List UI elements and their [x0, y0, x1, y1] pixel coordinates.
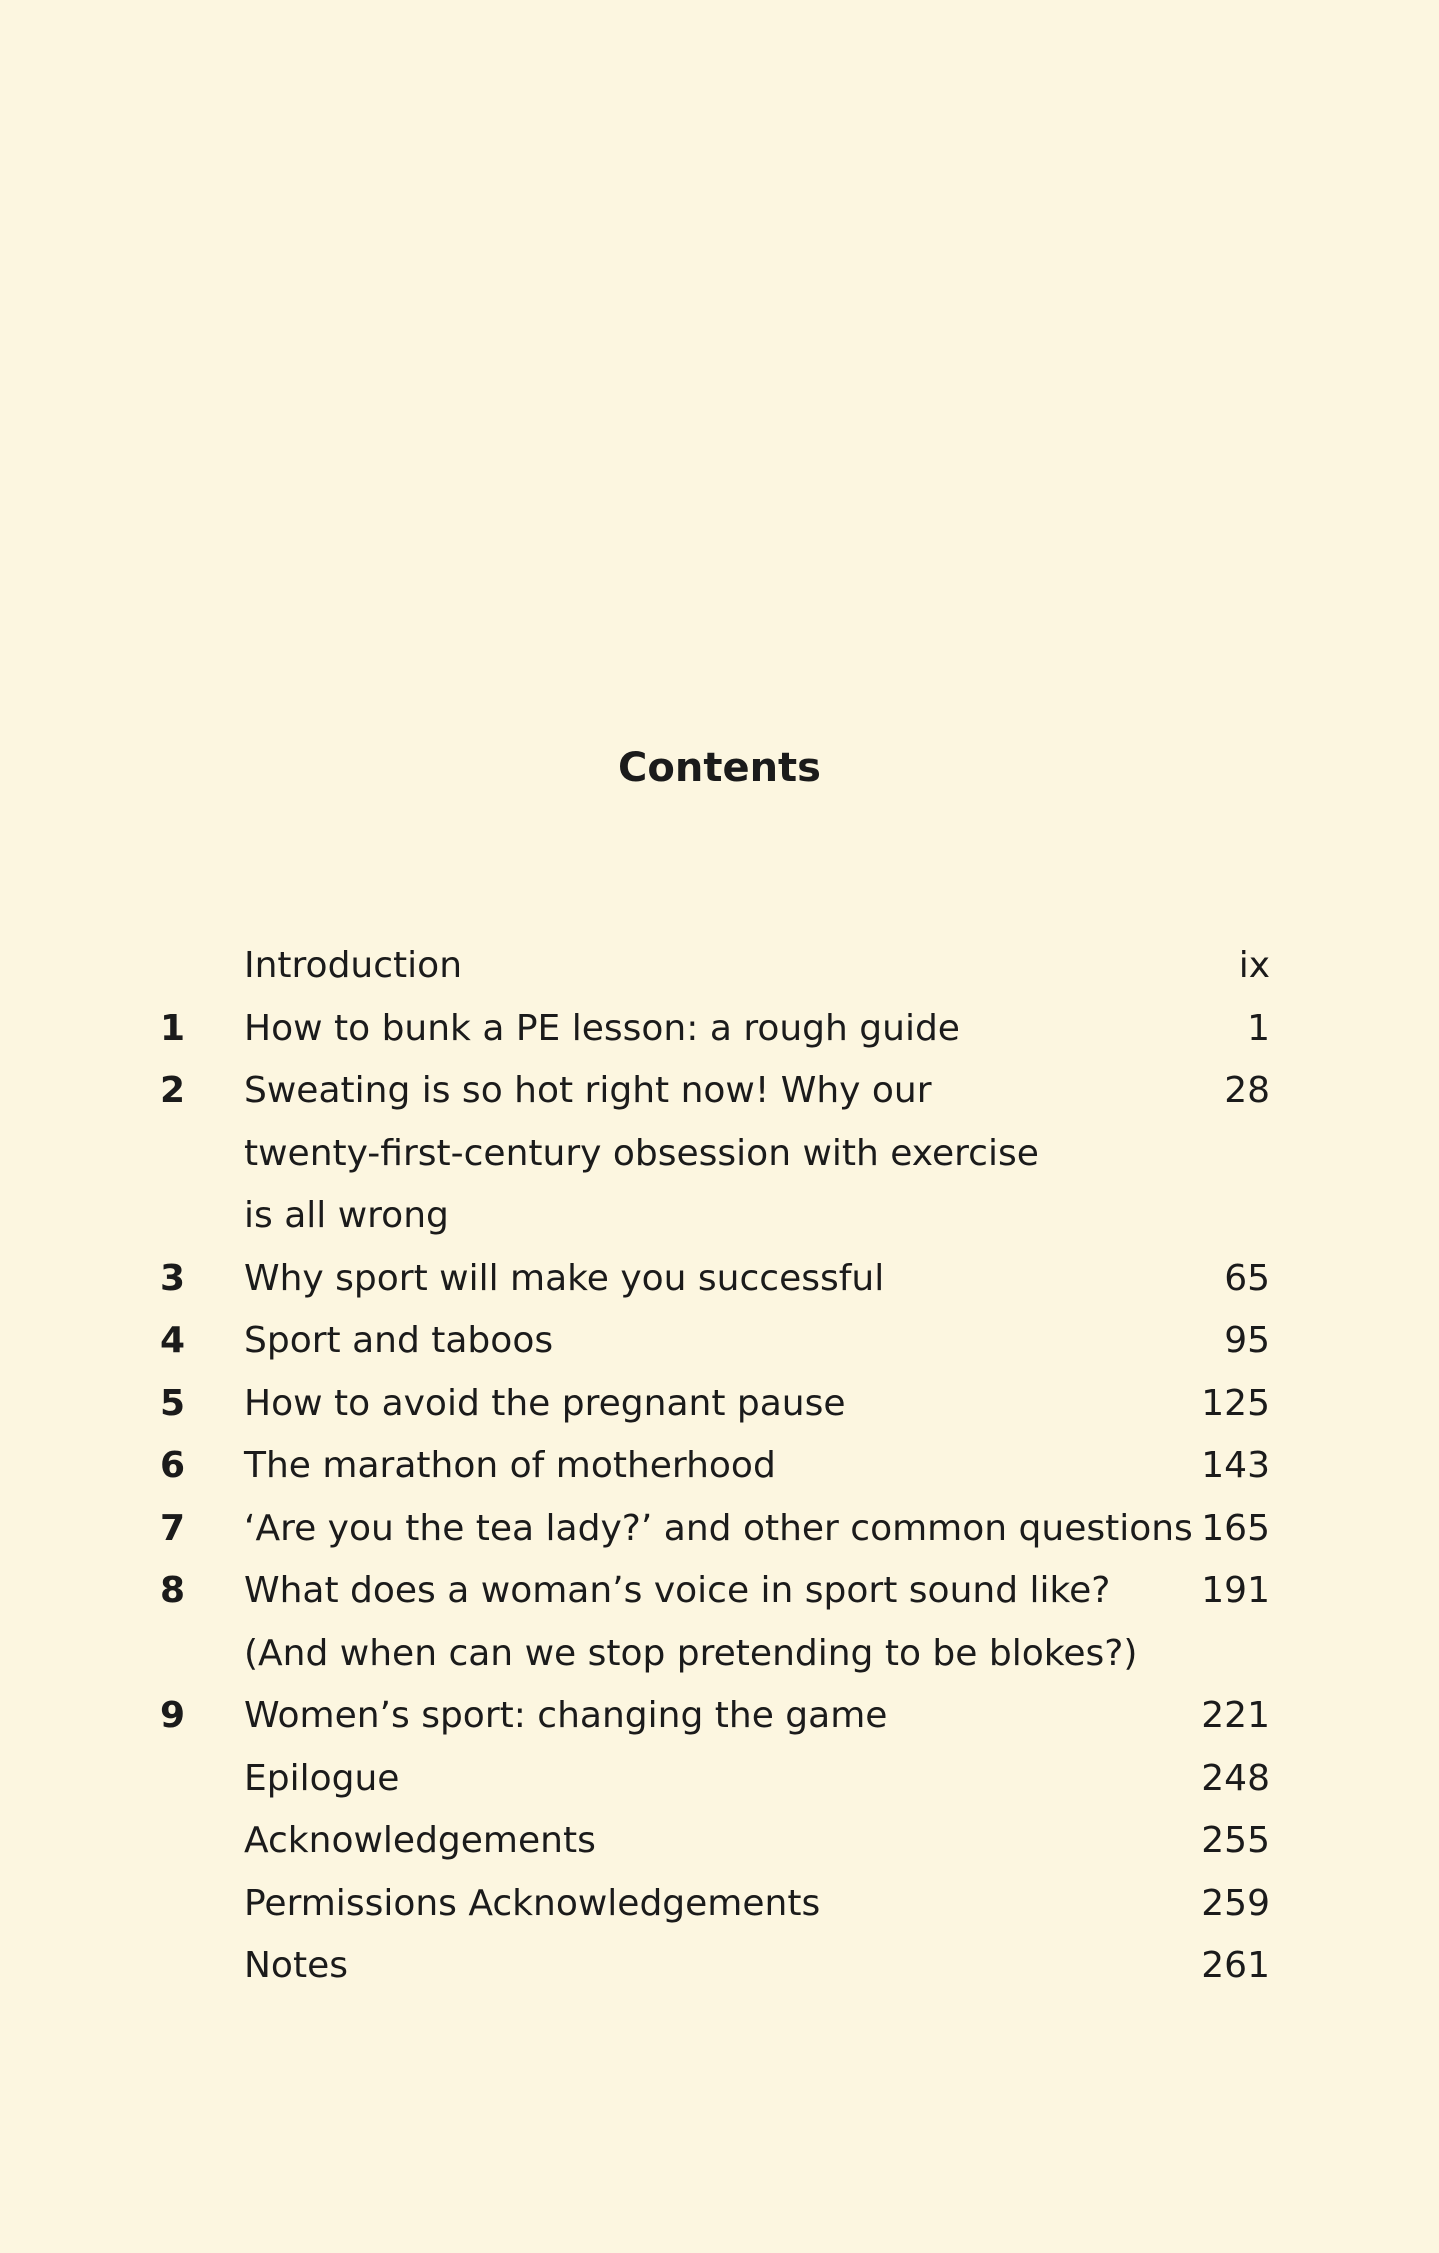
page-number: 1 [1247, 1007, 1270, 1049]
entry-title [244, 935, 1130, 998]
entry-title-line: How to avoid the pregnant pause [244, 1382, 846, 1424]
entry-title-line: How to bunk a PE lesson: a rough guide [244, 1007, 960, 1049]
toc-entry [160, 1498, 1270, 1561]
toc-entry [160, 1560, 1270, 1685]
contents-heading: Contents [618, 745, 821, 791]
toc-entry [160, 1060, 1270, 1248]
toc-entry [160, 1810, 1270, 1873]
entry-title-line: Permissions Acknowledgements [244, 1882, 821, 1924]
table-of-contents [160, 935, 1270, 1998]
chapter-number: 8 [160, 1570, 186, 1611]
entry-title-line: What does a woman’s voice in sport sound like? [244, 1570, 1111, 1611]
entry-title [244, 1810, 1130, 1873]
page-number: ix [1238, 945, 1270, 986]
toc-entry [160, 1373, 1270, 1436]
toc-entry [160, 998, 1270, 1061]
page-number: 259 [1201, 1882, 1270, 1924]
page-number: 125 [1201, 1382, 1270, 1424]
entry-title [244, 1248, 1130, 1311]
toc-entry [160, 1873, 1270, 1936]
entry-title-line: is all wrong [244, 1195, 449, 1236]
chapter-number: 5 [160, 1382, 186, 1424]
entry-title-line: Introduction [244, 945, 463, 986]
entry-title [244, 1935, 1130, 1998]
chapter-number: 9 [160, 1695, 186, 1736]
chapter-number: 1 [160, 1007, 186, 1049]
entry-title [244, 1373, 1130, 1436]
entry-title [244, 1685, 1130, 1748]
toc-entry [160, 1435, 1270, 1498]
entry-title [244, 1873, 1130, 1936]
page-number: 221 [1201, 1695, 1270, 1736]
chapter-number: 7 [160, 1507, 186, 1549]
entry-title-line: Acknowledgements [244, 1820, 596, 1861]
page-number: 165 [1201, 1507, 1270, 1549]
entry-title-line: ‘Are you the tea lady?’ and other common questions [244, 1507, 1193, 1549]
entry-title [244, 1498, 1193, 1561]
entry-title-line: Epilogue [244, 1757, 400, 1799]
page-number: 28 [1224, 1070, 1270, 1111]
page-number: 191 [1201, 1570, 1270, 1611]
page-number: 65 [1224, 1257, 1270, 1299]
entry-title-line: The marathon of motherhood [244, 1445, 776, 1486]
toc-entry [160, 1248, 1270, 1311]
toc-entry [160, 935, 1270, 998]
entry-title [244, 1560, 1138, 1685]
entry-title-line: Notes [244, 1945, 348, 1986]
entry-title-line: Sweating is so hot right now! Why our [244, 1070, 932, 1111]
entry-title [244, 1748, 1130, 1811]
entry-title-line: (And when can we stop pretending to be blokes?) [244, 1632, 1138, 1674]
toc-entry [160, 1685, 1270, 1748]
entry-title-line: Why sport will make you successful [244, 1257, 885, 1299]
entry-title-line: Women’s sport: changing the game [244, 1695, 888, 1736]
page-number: 143 [1201, 1445, 1270, 1486]
chapter-number: 2 [160, 1070, 186, 1111]
toc-entry [160, 1748, 1270, 1811]
toc-entry [160, 1935, 1270, 1998]
page-number: 248 [1201, 1757, 1270, 1799]
chapter-number: 4 [160, 1320, 186, 1361]
entry-title [244, 1435, 1130, 1498]
chapter-number: 3 [160, 1257, 186, 1299]
entry-title-line: Sport and taboos [244, 1320, 554, 1361]
chapter-number: 6 [160, 1445, 186, 1486]
entry-title [244, 1060, 1130, 1248]
page-number: 95 [1224, 1320, 1270, 1361]
page-number: 261 [1201, 1945, 1270, 1986]
entry-title [244, 998, 1130, 1061]
page-number: 255 [1201, 1820, 1270, 1861]
entry-title-line: twenty-first-century obsession with exercise [244, 1132, 1039, 1174]
toc-entry [160, 1310, 1270, 1373]
entry-title [244, 1310, 1130, 1373]
